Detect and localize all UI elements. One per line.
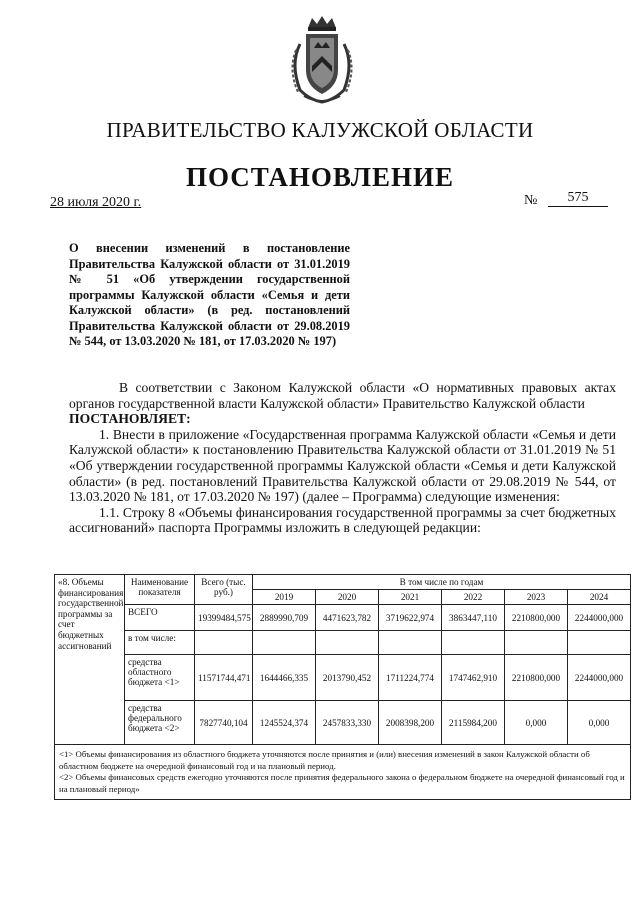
year-header: 2021 (379, 590, 442, 605)
resolution-body (69, 380, 616, 536)
year-header: 2019 (253, 590, 316, 605)
coat-of-arms-emblem (286, 14, 358, 106)
government-title: ПРАВИТЕЛЬСТВО КАЛУЖСКОЙ ОБЛАСТИ (106, 118, 534, 142)
table-notes-row (55, 745, 631, 800)
row-value: 2244000,000 (568, 655, 631, 701)
year-header: 2020 (316, 590, 379, 605)
row-value: 1644466,335 (253, 655, 316, 701)
row-total (195, 631, 253, 655)
table-row (55, 655, 631, 701)
row-value: 2013790,452 (316, 655, 379, 701)
row-title-cell: «8. Объемы финансирования государственной программы за счет бюджетных ассигнований (55, 575, 125, 745)
row-total: 11571744,471 (195, 655, 253, 701)
row-value: 2457833,330 (316, 701, 379, 745)
preamble-text: В соответствии с Законом Калужской области «О нормативных правовых актах органов государственной власти Калужской области» Правительство Калужской области (69, 380, 616, 411)
decree-word: ПОСТАНОВЛЯЕТ: (69, 411, 191, 427)
table-notes (55, 745, 631, 800)
row-value: 2115984,200 (442, 701, 505, 745)
document-type-title: ПОСТАНОВЛЕНИЕ (185, 162, 455, 192)
row-value: 2889990,709 (253, 605, 316, 631)
table-row (55, 701, 631, 745)
row-name: в том числе: (125, 631, 195, 655)
table-row (55, 605, 631, 631)
row-value: 2210800,000 (505, 655, 568, 701)
year-header: 2022 (442, 590, 505, 605)
row-total: 7827740,104 (195, 701, 253, 745)
item-1-paragraph: 1. Внести в приложение «Государственная программа Калужской области «Семья и дети Калужской области» к постановлению Правительства Калужской области от 31.01.2019 № 51 «Об утверждении государственной программы Калужской области «Семья и дети Калужской области» (в ред. постановлений Правительства Калужской области от 29.08.2019 № 544, от 13.03.2020 № 181, от 17.03.2020 № 197) (далее – Программа) следующие изменения: (69, 426, 616, 505)
row-value: 1711224,774 (379, 655, 442, 701)
row-value (379, 631, 442, 655)
document-number: 575 (548, 190, 608, 207)
row-value: 1747462,910 (442, 655, 505, 701)
funding-table (54, 574, 631, 800)
row-name: средства областного бюджета <1> (125, 655, 195, 701)
document-date: 28 июля 2020 г. (50, 195, 142, 210)
document-number-label: № (524, 193, 538, 208)
year-header: 2024 (568, 590, 631, 605)
row-value (505, 631, 568, 655)
row-value: 1245524,374 (253, 701, 316, 745)
year-header: 2023 (505, 590, 568, 605)
col-name-header: Наименование показателя (125, 575, 195, 605)
footnote-1: <1> Объемы финансирования из областного бюджета уточняются после принятия и (или) внесения изменений в закон Калужской области об областном бюджете на очередной финансовый год и на плановый период. (59, 749, 590, 771)
row-total: 19399484,575 (195, 605, 253, 631)
col-group-header: В том числе по годам (253, 575, 631, 590)
row-value: 3863447,110 (442, 605, 505, 631)
row-value: 2210800,000 (505, 605, 568, 631)
row-value: 2008398,200 (379, 701, 442, 745)
row-value (253, 631, 316, 655)
row-value: 0,000 (568, 701, 631, 745)
subject-text: О внесении изменений в постановление Правительства Калужской области от 31.01.2019 № 51 «Об утверждении государственной программы Калужской области «Семья и дети Калужской области» (в ред. постановлений Правительства Калужской области от 29.08.2019 № 544, от 13.03.2020 № 181, от 17.03.2020 № 197) (69, 241, 350, 348)
table-header-row (55, 575, 631, 590)
footnote-2: <2> Объемы финансовых средств ежегодно уточняются после принятия федерального закона о федеральном бюджете на очередной финансовый год и на плановый период» (59, 772, 625, 794)
row-value: 2244000,000 (568, 605, 631, 631)
row-value (442, 631, 505, 655)
preamble-paragraph (69, 380, 616, 411)
row-name: ВСЕГО (125, 605, 195, 631)
row-value: 0,000 (505, 701, 568, 745)
item-1-1-paragraph: 1.1. Строку 8 «Объемы финансирования государственной программы за счет бюджетных ассигнований» паспорта Программы изложить в следующей редакции: (69, 504, 616, 536)
row-value: 3719622,974 (379, 605, 442, 631)
row-value (568, 631, 631, 655)
table-row (55, 631, 631, 655)
col-total-header: Всего (тыс. руб.) (195, 575, 253, 605)
row-name: средства федерального бюджета <2> (125, 701, 195, 745)
row-value: 4471623,782 (316, 605, 379, 631)
row-value (316, 631, 379, 655)
resolution-subject (69, 241, 350, 350)
